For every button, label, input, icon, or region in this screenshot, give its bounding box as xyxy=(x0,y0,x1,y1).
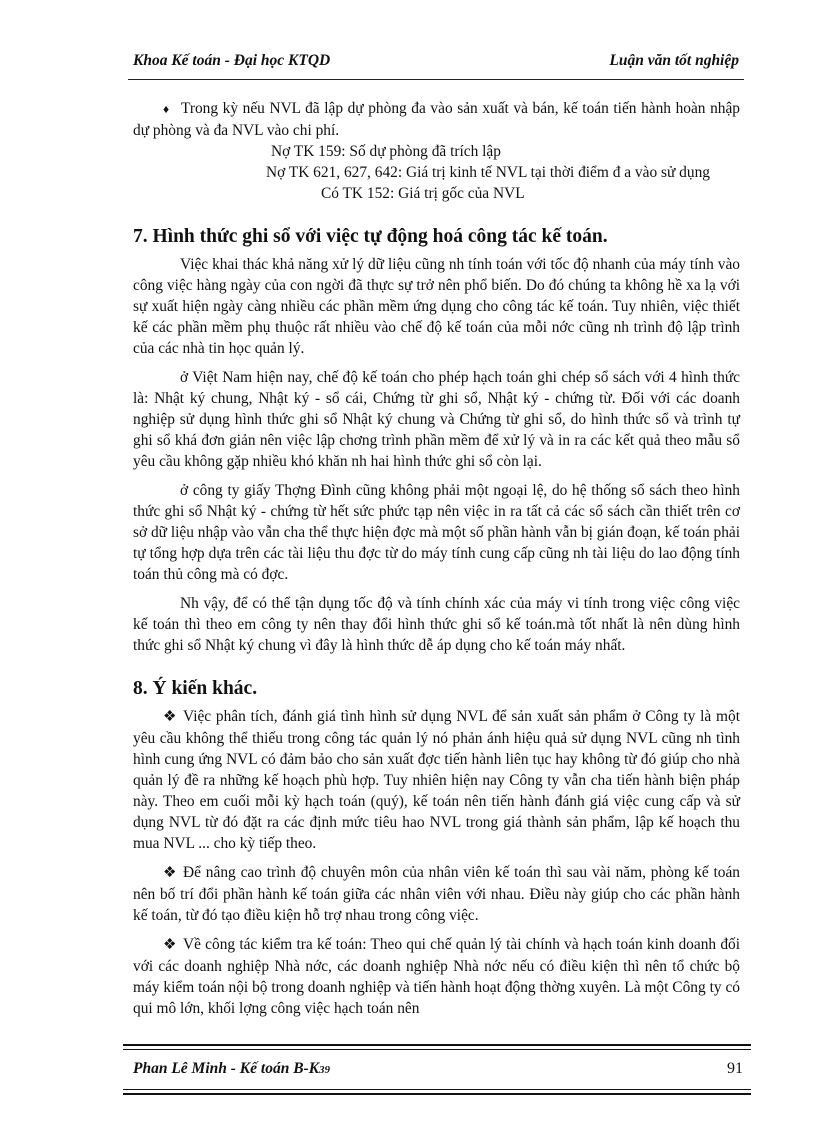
section-7-paragraph: Nh vậy, để có thể tận dụng tốc độ và tính chính xác của máy vi tính trong việc công việc kế toán thì theo em công ty nên thay đổi hình thức ghi sổ kế toán.mà tốt nhất là nên dùng hình thức ghi sổ Nhật ký chung vì đây là hình thức dễ áp dụng cho kế toán máy nhất. xyxy=(133,595,740,654)
footer-rule-thick xyxy=(123,1044,751,1046)
journal-entry-debit-159: Nợ TK 159: Số dự phòng đã trích lập xyxy=(271,143,501,160)
page-body xyxy=(133,98,740,1019)
footer-rule-thin xyxy=(123,1049,751,1050)
section-8-item xyxy=(133,934,740,1019)
intro-text: Trong kỳ nếu NVL đã lập dự phòng đa vào sản xuất và bán, kế toán tiến hành hoàn nhập dự phòng và đa NVL vào chi phí. xyxy=(133,100,740,139)
four-star-bullet-icon: ❖ xyxy=(163,709,177,725)
section-8-item xyxy=(133,862,740,926)
section-8-item-text: Việc phân tích, đánh giá tình hình sử dụng NVL để sản xuất sản phẩm ở Công ty là một yêu cầu không thể thiếu trong công tác quản lý nó phản ánh hiệu quả sử dụng NVL cũng nh tình hình cung ứng NVL có đảm bảo cho sản xuất đợc tiến hành liên tục hay không từ đó giúp cho nhà quản lý đề ra những kế hoạch phù hợp. Tuy nhiên hiện nay Công ty vẫn cha tiến hành biện pháp này. Theo em cuối mỗi kỳ hạch toán (quý), kế toán nên tiến hành đánh giá việc cung cấp và sử dụng NVL từ đó đặt ra các định mức tiêu hao NVL trong giá thành sản phẩm, lập kế hoạch thu mua NVL ... cho kỳ tiếp theo. xyxy=(133,708,740,852)
four-star-bullet-icon: ❖ xyxy=(163,865,177,881)
header-doc-type: Luận văn tốt nghiệp xyxy=(609,52,739,69)
page-footer xyxy=(133,1060,743,1082)
footer-rule-thick-bottom xyxy=(123,1093,751,1095)
journal-entry-credit-152: Có TK 152: Giá trị gốc của NVL xyxy=(321,185,525,202)
footer-class-number: 39 xyxy=(319,1064,331,1076)
section-8-item-text: Để nâng cao trình độ chuyên môn của nhân viên kế toán thì sau vài năm, phòng kế toán nên bố trí đổi phần hành kế toán giữa các nhân viên với nhau. Điều này giúp cho các phần hành kế toán, từ đó tạo điều kiện hỗ trợ nhau trong công việc. xyxy=(133,864,740,924)
section-8-item-text: Về công tác kiểm tra kế toán: Theo qui chế quản lý tài chính và hạch toán kinh doanh đối với các doanh nghiệp Nhà nớc, các doanh nghiệp Nhà nớc nếu có điều kiện thì nên tổ chức bộ máy kiểm toán nội bộ trong doanh nghiệp và tiến hành hoạt động thờng xuyên. Là một Công ty có qui mô lớn, khối lợng công việc hạch toán nên xyxy=(133,936,740,1017)
header-rule xyxy=(128,79,744,80)
section-7-paragraph: ở Việt Nam hiện nay, chế độ kế toán cho phép hạch toán ghi chép sổ sách với 4 hình thức là: Nhật ký chung, Nhật ký - sổ cái, Chứng từ ghi sổ, Nhật ký - chứng từ. Đối với các doanh nghiệp sử dụng hình thức ghi sổ Nhật ký chung và Chứng từ ghi sổ, do hình thức sổ và trình tự ghi sổ khá đơn giản nên việc lập chơng trình phần mềm để xử lý và in ra các kết quả theo mẫu sổ yêu cầu không gặp nhiều khó khăn nh hai hình thức ghi sổ còn lại. xyxy=(133,369,740,470)
footer-author: Phan Lê Minh - Kế toán B-K39 xyxy=(133,1060,331,1077)
section-7-paragraph: ở công ty giấy Thợng Đình cũng không phải một ngoại lệ, do hệ thống sổ sách theo hình thức ghi sổ Nhật ký - chứng từ hết sức phức tạp nên việc in ra tất cả các sổ sách cần thiết trên cơ sở dữ liệu nhập vào vẫn cha thể thực hiện đợc mà một số phần hành vẫn bị gián đoạn, kế toán phải tự tổng hợp dựa trên các tài liệu thu đợc từ do máy tính cung cấp cũng nh tài liệu do lao động tính toán thủ công mà có đợc. xyxy=(133,482,740,583)
section-8-heading: 8. Ý kiến khác. xyxy=(133,678,258,699)
journal-entry-debit-621: Nợ TK 621, 627, 642: Giá trị kinh tế NVL tại thời điểm đ a vào sử dụng xyxy=(266,164,710,181)
footer-rule-thin-bottom xyxy=(123,1089,751,1090)
diamond-bullet-icon: ♦ xyxy=(163,102,170,116)
page-header xyxy=(133,52,741,74)
section-7-paragraph: Việc khai thác khả năng xử lý dữ liệu cũng nh tính toán với tốc độ nhanh của máy tính vào công việc hàng ngày của con ngời đã thực sự trở nên phổ biến. Do đó chúng ta không hề xa lạ với sự xuất hiện ngày càng nhiều các phần mềm ứng dụng cho công tác kế toán. Tuy nhiên, việc thiết kế các phần mềm phụ thuộc rất nhiều vào chế độ kế toán của mỗi nớc cũng nh trình độ lập trình của các nhà tin học quản lý. xyxy=(133,256,740,357)
intro-paragraph xyxy=(133,98,740,141)
page-number: 91 xyxy=(727,1060,743,1077)
section-8-item xyxy=(133,706,740,854)
four-star-bullet-icon: ❖ xyxy=(163,937,177,953)
header-faculty: Khoa Kế toán - Đại học KTQD xyxy=(133,52,331,69)
section-7-heading: 7. Hình thức ghi sổ với việc tự động hoá công tác kế toán. xyxy=(133,226,608,247)
